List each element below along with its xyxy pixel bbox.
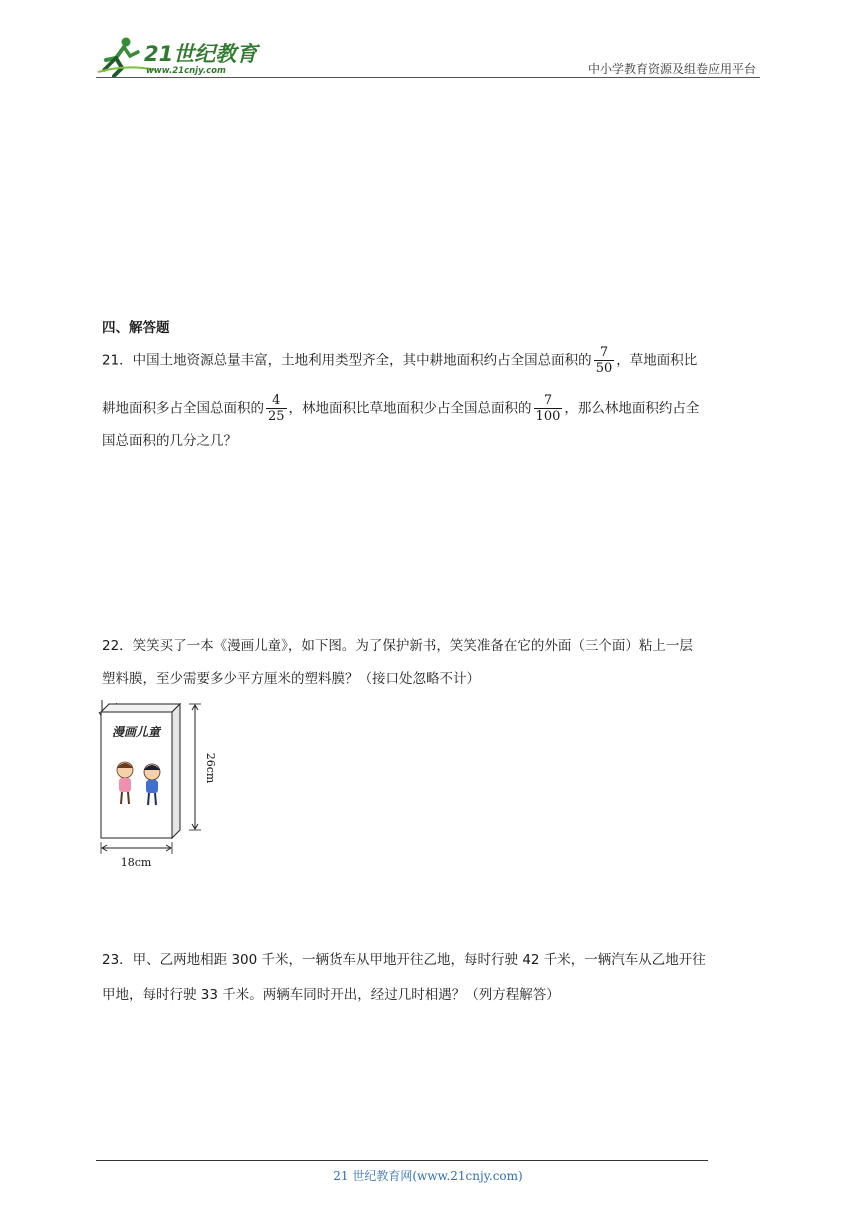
q21-line-1 <box>102 345 762 376</box>
footer-link[interactable]: 21 世纪教育网(www.21cnjy.com) <box>333 1169 523 1183</box>
q21-text-a: 21．中国土地资源总量丰富，土地利用类型齐全，其中耕地面积约占全国总面积的 <box>102 352 592 369</box>
platform-name: 中小学教育资源及组卷应用平台 <box>587 62 756 76</box>
q21-text-b: ，草地面积比 <box>616 352 698 369</box>
book-title: 漫画儿童 <box>111 725 161 739</box>
q21-text-e: ，那么林地面积约占全 <box>564 400 700 417</box>
q23-line-2: 甲地，每时行驶 33 千米。两辆车同时开出，经过几时相遇？（列方程解答） <box>102 987 560 1003</box>
fraction-4-25 <box>266 393 287 424</box>
fraction-numerator: 4 <box>266 393 287 409</box>
book-spine-face <box>172 704 180 838</box>
q22-line-2: 塑料膜，至少需要多少平方厘米的塑料膜？（接口处忽略不计） <box>102 671 480 687</box>
fraction-7-100 <box>534 393 563 424</box>
width-label: 18cm <box>120 856 152 869</box>
q21-line-3: 国总面积的几分之几？ <box>102 433 237 449</box>
fraction-denominator: 25 <box>268 409 285 424</box>
fraction-numerator: 7 <box>534 393 563 409</box>
fraction-denominator: 100 <box>535 409 561 424</box>
fraction-7-50 <box>594 345 615 376</box>
q23-line-1: 23．甲、乙两地相距 300 千米，一辆货车从甲地开往乙地，每时行驶 42 千米，一辆汽车从乙地开往 <box>102 952 706 968</box>
logo-text: 21世纪教育 <box>144 42 258 66</box>
fraction-denominator: 50 <box>595 361 613 376</box>
logo-url: www.21cnjy.com <box>146 66 226 76</box>
fraction-numerator: 7 <box>594 345 615 361</box>
section-title: 四、解答题 <box>102 320 170 336</box>
q21-line-2 <box>102 393 762 424</box>
book-top-face <box>101 704 180 712</box>
height-label: 26cm <box>204 752 217 784</box>
footer-divider <box>96 1160 708 1161</box>
q22-line-1: 22．笑笑买了一本《漫画儿童》，如下图。为了保护新书，笑笑准备在它的外面（三个面）粘上一层 <box>102 638 693 654</box>
site-logo <box>96 34 266 80</box>
q21-text-d: ，林地面积比草地面积少占全国总面积的 <box>288 400 532 417</box>
book-figure <box>96 698 226 873</box>
header-divider <box>96 77 760 78</box>
q21-text-c: 耕地面积多占全国总面积的 <box>102 400 264 417</box>
